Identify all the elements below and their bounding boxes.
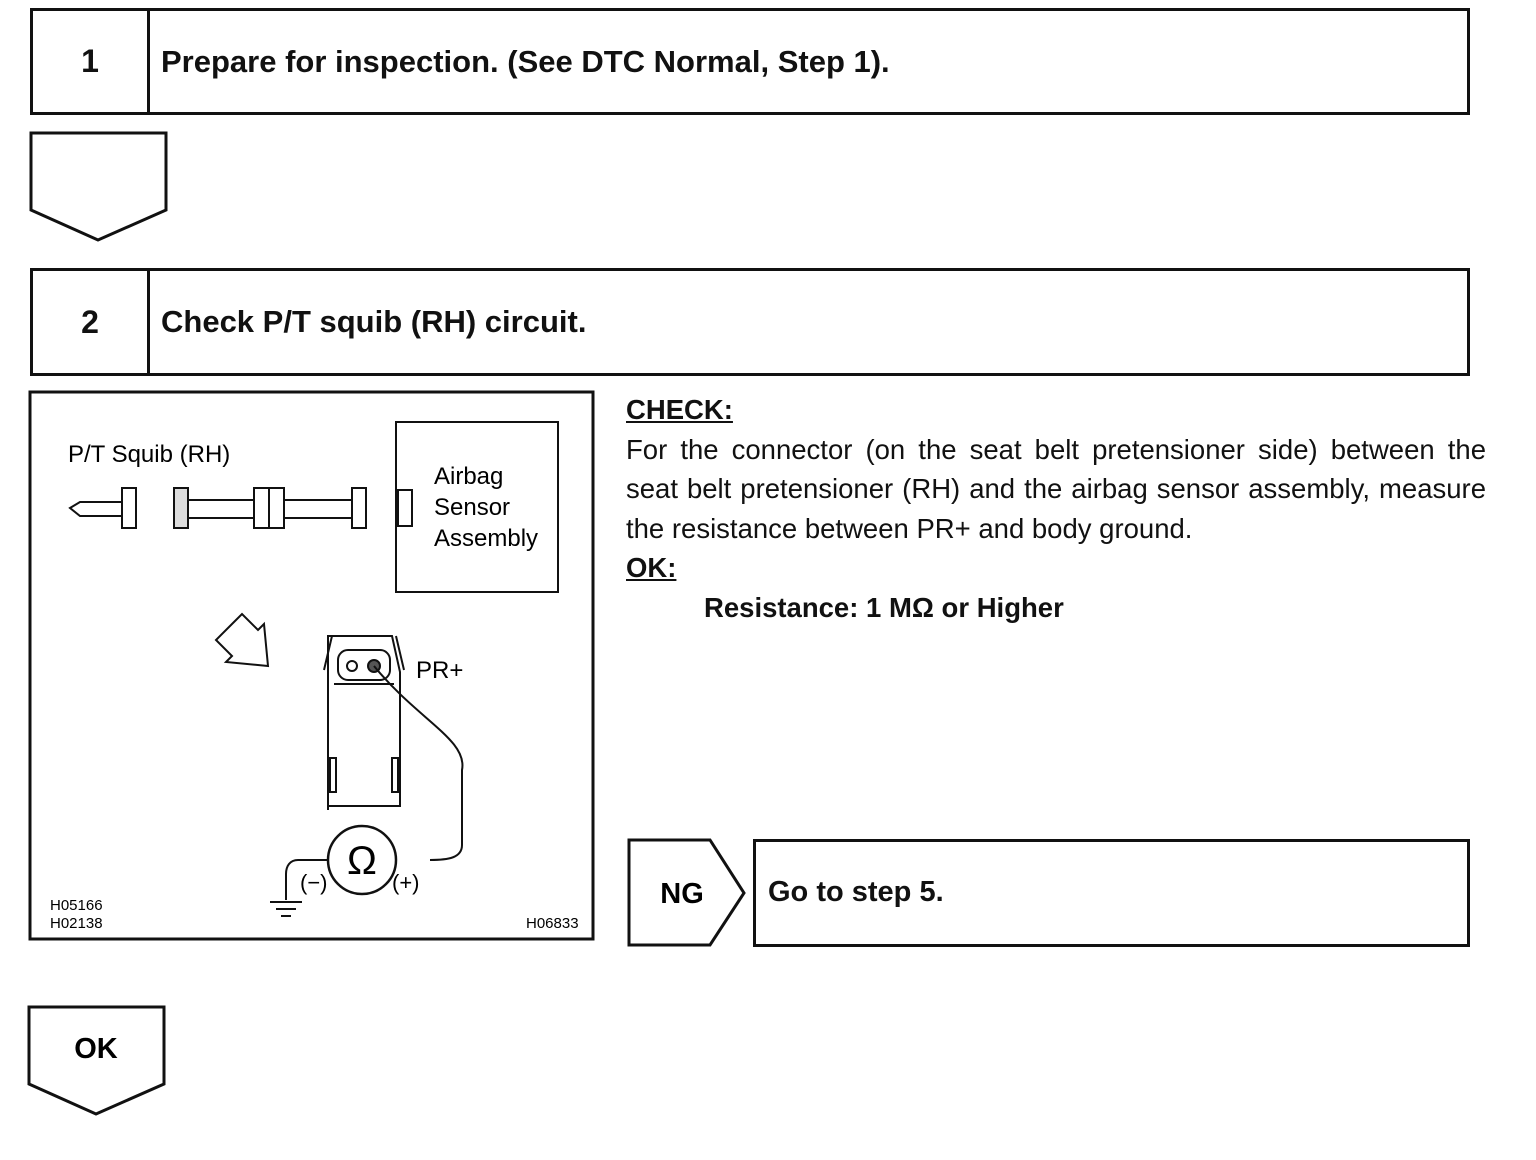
connector-drawing [324,636,404,810]
step-2-header [30,268,1470,376]
sensor-label-3: Assembly [434,525,539,552]
ohm-symbol: Ω [347,839,377,883]
step-1-number: 1 [33,11,150,112]
figure-code-3: H06833 [526,915,579,932]
meter-minus-label: (−) [300,870,328,895]
step-2-title: Check P/T squib (RH) circuit. [161,304,587,339]
sensor-label-2: Sensor [434,494,511,521]
wiring-illustration [28,390,596,942]
check-instructions [626,390,1486,627]
ok-heading: OK: [626,552,677,583]
figure-code-2: H02138 [50,915,103,932]
check-heading: CHECK: [626,394,733,425]
ng-action-text: Go to step 5. [768,875,944,908]
flow-down-arrow-icon [28,130,170,244]
ok-label: OK [74,1033,118,1065]
step-1-title: Prepare for inspection. (See DTC Normal, Step 1). [161,43,890,79]
squib-label: P/T Squib (RH) [68,441,231,468]
ng-flow-arrow-icon [626,837,750,949]
ok-flow-down-arrow-icon [26,1004,168,1118]
resistance-spec: Resistance: 1 MΩ or Higher [704,591,1064,623]
figure-code-1: H05166 [50,897,103,914]
step-1-header [30,8,1470,115]
terminal-label: PR+ [416,657,464,684]
ng-label: NG [660,878,704,910]
step-2-number: 2 [33,271,150,373]
meter-plus-label: (+) [392,870,420,895]
sensor-label-1: Airbag [434,463,504,490]
check-body: For the connector (on the seat belt pretensioner side) between the seat belt pretensioner (RH) and the airbag sensor assembly, measure the resistance between PR+ and body ground. [626,433,1486,544]
